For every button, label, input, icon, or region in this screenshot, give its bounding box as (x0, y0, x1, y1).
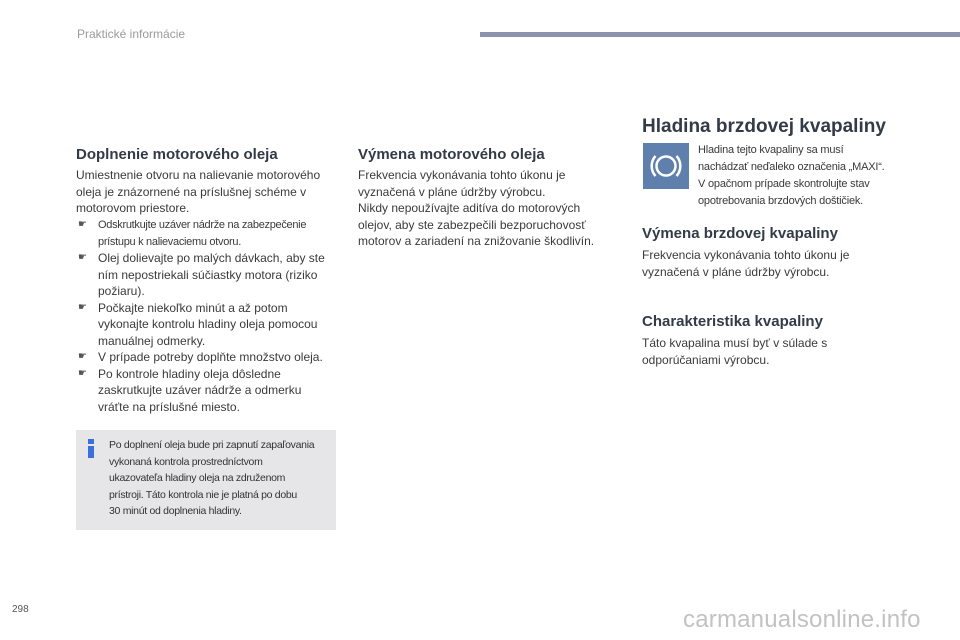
bullet-marker-icon: ☛ (78, 219, 87, 230)
text-line: Frekvencia vykonávania tohto úkonu je (358, 168, 566, 182)
section-title-oil-refill: Doplnenie motorového oleja (76, 146, 278, 163)
text-line: Olej dolievajte po malých dávkach, aby ste (98, 251, 325, 265)
text-line: prístupu k nalievaciemu otvoru. (98, 235, 241, 248)
oil-refill-steps (76, 217, 346, 415)
text-line: V prípade potreby doplňte množstvo oleja. (98, 350, 323, 364)
text-line: 30 minút od doplnenia hladiny. (109, 505, 242, 517)
oil-change-body (358, 167, 628, 250)
text-line: vykonaná kontrola prostredníctvom (109, 455, 263, 468)
text-line: motorovom priestore. (76, 201, 190, 215)
list-item (76, 366, 346, 416)
text-line: V opačnom prípade skontrolujte stav (698, 178, 870, 190)
text-line: zaskrutkujte uzáver nádrže a odmerku (98, 383, 302, 397)
text-line: vráťte na príslušné miesto. (98, 399, 240, 414)
text-line: nachádzať neďaleko označenia „MAXI“. (698, 161, 885, 173)
text-line: ním nepostriekali súčiastky motora (riziko (98, 267, 318, 282)
section-title-oil-change: Výmena motorového oleja (358, 146, 545, 163)
text-line: Po kontrole hladiny oleja dôsledne (98, 366, 281, 381)
text-line: Hladina tejto kvapaliny sa musí (698, 144, 844, 156)
text-line: Frekvencia vykonávania tohto úkonu je (642, 248, 850, 262)
text-line: Počkajte niekoľko minút a až potom (98, 300, 288, 315)
bullet-marker-icon: ☛ (78, 301, 87, 313)
list-item (76, 300, 346, 350)
text-line: ukazovateľa hladiny oleja na združenom (109, 472, 286, 484)
section-title-fluid-spec: Charakteristika kvapaliny (642, 313, 823, 330)
text-line: oleja je znázornené na príslušnej schéme v (76, 184, 307, 199)
page-number: 298 (12, 604, 29, 615)
info-icon (86, 439, 96, 457)
running-header: Praktické informácie (77, 27, 186, 41)
text-line: Táto kvapalina musí byť v súlade s (642, 336, 828, 350)
text-line: požiaru). (98, 284, 145, 298)
bullet-marker-icon: ☛ (78, 367, 87, 379)
text-line: Nikdy nepoužívajte aditíva do motorových (358, 201, 581, 215)
text-line: opotrebovania brzdových doštičiek. (698, 195, 864, 207)
brake-warning-icon (643, 143, 689, 189)
text-line: manuálnej odmerky. (98, 333, 206, 348)
text-line: Umiestnenie otvoru na nalievanie motorového (76, 168, 321, 182)
text-line: odporúčaniami výrobcu. (642, 352, 770, 367)
text-line: Po doplnení oleja bude pri zapnutí zapaľovania (109, 439, 315, 451)
oil-refill-intro (76, 167, 346, 217)
list-item (76, 217, 346, 250)
text-line: prístroji. Táto kontrola nie je platná po dobu (109, 488, 297, 501)
text-line: olejov, aby ste zabezpečili bezporuchovosť (358, 217, 586, 232)
section-title-brake-fluid-level: Hladina brzdovej kvapaliny (642, 116, 886, 137)
text-line: motorov a zariadení na znižovanie škodlivín. (358, 234, 595, 248)
brake-change-body (642, 247, 922, 280)
text-line: Odskrutkujte uzáver nádrže na zabezpečenie (98, 219, 307, 231)
bullet-marker-icon: ☛ (78, 252, 87, 263)
watermark: carmanualsonline.info (683, 606, 921, 633)
list-item (76, 250, 346, 300)
text-line: vyznačená v pláne údržby výrobcu. (642, 264, 830, 279)
text-line: vykonajte kontrolu hladiny oleja pomocou (98, 317, 318, 331)
bullet-marker-icon: ☛ (78, 351, 87, 362)
text-line: vyznačená v pláne údržby výrobcu. (358, 184, 546, 199)
list-item (76, 349, 346, 366)
info-note (109, 437, 334, 520)
fluid-spec-body (642, 335, 922, 368)
header-bar (480, 32, 960, 37)
brake-level-text (698, 142, 938, 210)
section-title-brake-fluid-change: Výmena brzdovej kvapaliny (642, 225, 838, 242)
